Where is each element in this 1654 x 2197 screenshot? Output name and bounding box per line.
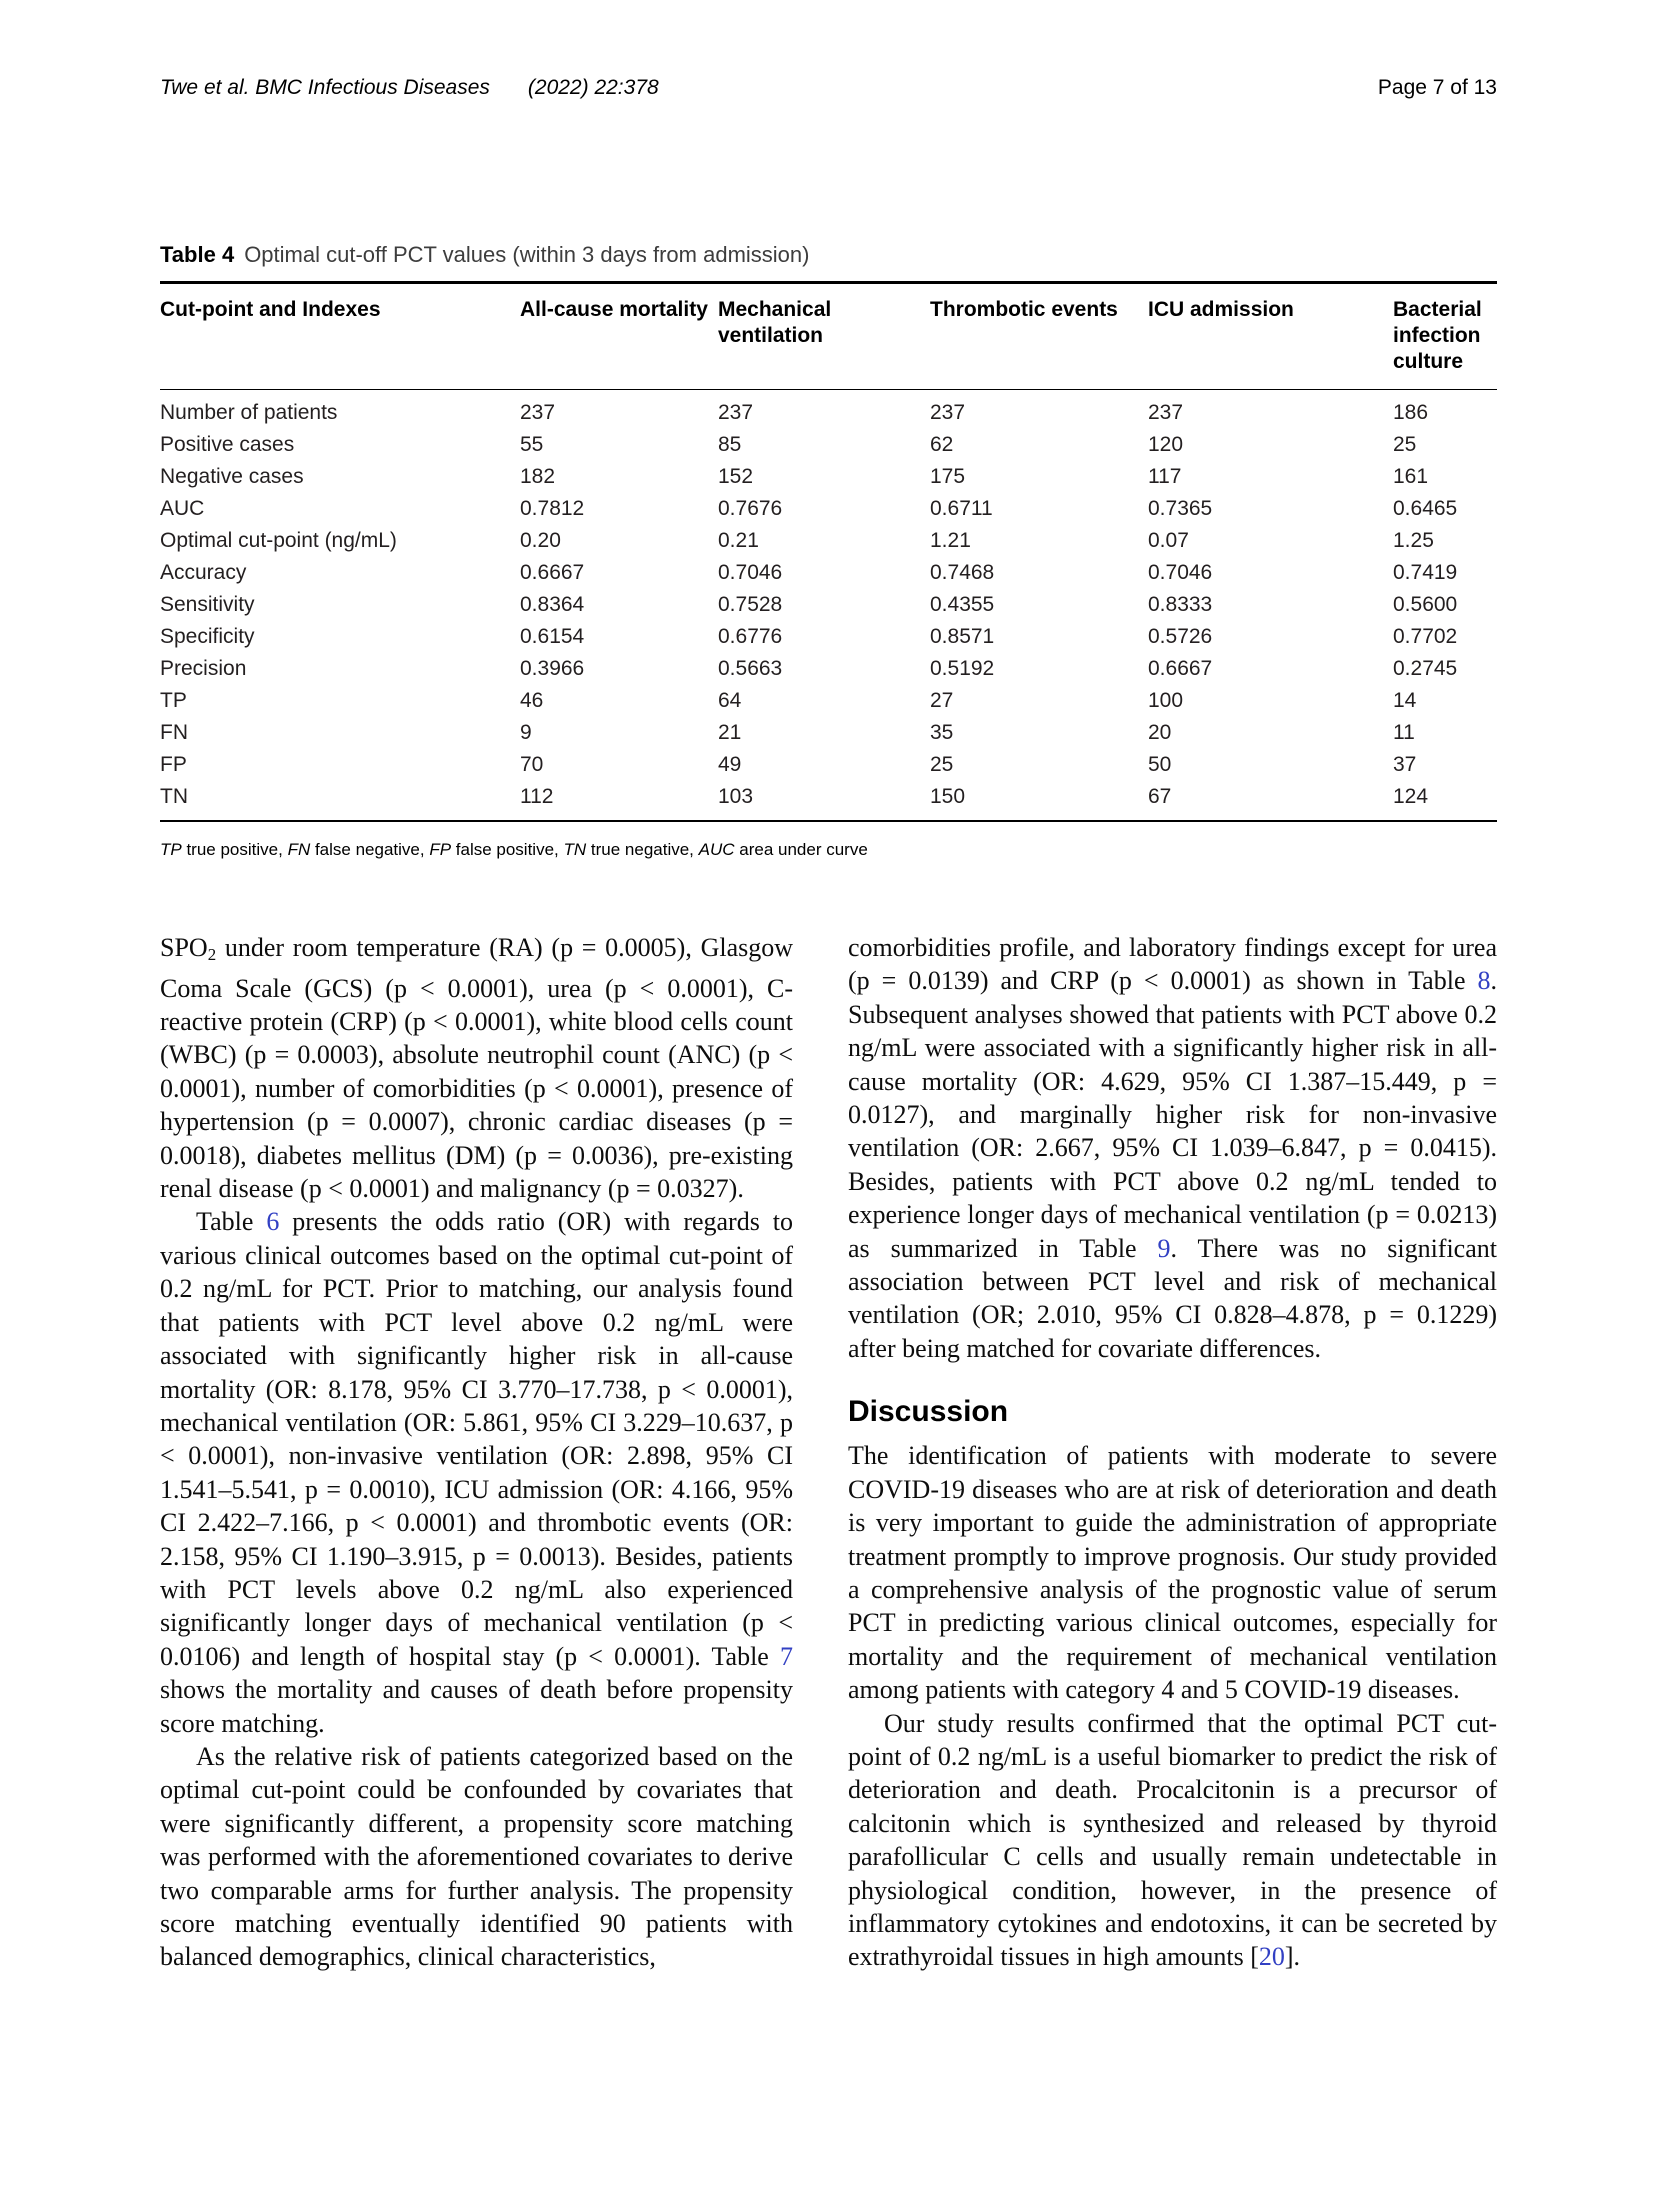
text-run: ]. — [1284, 1942, 1301, 1972]
table-cell: 150 — [930, 785, 966, 808]
table-cell: 112 — [520, 785, 554, 808]
table-row — [160, 749, 1497, 781]
table-cell: 117 — [1148, 465, 1182, 488]
abbreviation-italic: FP — [429, 840, 452, 859]
abbreviation-italic: FN — [287, 840, 311, 859]
text-run: false positive, — [451, 840, 564, 859]
row-label: FN — [160, 721, 188, 744]
body-paragraph — [160, 1205, 793, 1740]
text-run: . Subsequent analyses showed that patients with PCT above 0.2 ng/mL were associated with a significantly higher risk in all-cause mortality (OR: 4.629, 95% CI 1.387–15.449, p = 0.0127), and marginally higher risk for non-invasive ventilation (OR: 2.667, 95% CI 1.039–6.847, p = 0.0415). Besides, patients with PCT above 0.2 ng/mL tended to experience longer days of mechanical ventilation (p = 0.0213) as summarized in Table — [848, 966, 1497, 1263]
table-cell: 175 — [930, 465, 966, 488]
row-label: FP — [160, 753, 187, 776]
table-row — [160, 653, 1497, 685]
body-paragraph — [848, 1707, 1497, 1974]
table-cell: 0.7419 — [1393, 561, 1458, 584]
row-label: Sensitivity — [160, 593, 255, 616]
table-column-header: Thrombotic events — [930, 283, 1148, 390]
text-run: Our study results confirmed that the optimal PCT cut-point of 0.2 ng/mL is a useful biomarker to predict the risk of deterioration and death. Procalcitonin is a precursor of calcitonin which is synthesized and released by thyroid parafollicular C cells and usually remain undetectable in physiological condition, however, in the presence of inflammatory cytokines and endotoxins, it can be secreted by extrathyroidal tissues in high amounts [ — [848, 1708, 1497, 1972]
table-column-header: Mechanical ventilation — [718, 283, 930, 390]
table-cell: 35 — [930, 721, 954, 744]
table-row — [160, 685, 1497, 717]
table-cell: 1.25 — [1393, 529, 1434, 552]
table-cell: 237 — [520, 401, 556, 424]
table-cell: 37 — [1393, 753, 1417, 776]
body-paragraph — [160, 1740, 793, 1974]
table-cell: 50 — [1148, 753, 1172, 776]
table-cell: 0.7812 — [520, 497, 585, 520]
table-cell: 103 — [718, 785, 754, 808]
table-row — [160, 429, 1497, 461]
table-cell: 62 — [930, 433, 954, 456]
table-caption-text: Optimal cut-off PCT values (within 3 days from admission) — [244, 242, 810, 267]
table-cell: 85 — [718, 433, 742, 456]
body-paragraph — [160, 931, 793, 1205]
abbreviation-italic: TN — [563, 840, 587, 859]
row-label: TN — [160, 785, 188, 808]
table-caption — [160, 242, 1497, 268]
row-label: Optimal cut-point (ng/mL) — [160, 529, 397, 552]
cross-reference-link[interactable]: 6 — [266, 1207, 280, 1237]
table-cell: 0.6465 — [1393, 497, 1458, 520]
article-citation — [160, 76, 659, 100]
table-column-header: Cut-point and Indexes — [160, 283, 520, 390]
table-footnote — [160, 840, 1497, 860]
table-cell: 0.5726 — [1148, 625, 1213, 648]
text-run: The identification of patients with moderate to severe COVID-19 diseases who are at risk of deterioration and death is very important to guide the administration of appropriate treatment promptly to improve prognosis. Our study provided a comprehensive analysis of the prognostic value of serum PCT in predicting various clinical outcomes, especially for mortality and the requirement of mechanical ventilation among patients with category 4 and 5 COVID-19 diseases. — [848, 1441, 1497, 1705]
cross-reference-link[interactable]: 7 — [780, 1641, 793, 1671]
table-cell: 64 — [718, 689, 742, 712]
table-body — [160, 390, 1497, 822]
row-label: Precision — [160, 657, 247, 680]
table-row — [160, 493, 1497, 525]
table-caption-label: Table 4 — [160, 242, 235, 267]
table-row — [160, 525, 1497, 557]
cross-reference-link[interactable]: 8 — [1477, 966, 1491, 996]
text-run: . There was no significant association between PCT level and risk of mechanical ventilation (OR; 2.010, 95% CI 0.828–4.878, p = 0.1229) after being matched for covariate differences. — [848, 1233, 1497, 1363]
table-cell: 161 — [1393, 465, 1429, 488]
text-run: As the relative risk of patients categorized based on the optimal cut-point could be confounded by covariates that were significantly different, a propensity score matching was performed with the aforementioned covariates to derive two comparable arms for further analysis. The propensity score matching eventually identified 90 patients with balanced demographics, clinical characteristics, — [160, 1741, 793, 1972]
table-cell: 70 — [520, 753, 544, 776]
table-column-header: Bacterial infection culture — [1393, 283, 1497, 390]
table-cell: 0.6776 — [718, 625, 783, 648]
text-run: false negative, — [310, 840, 430, 859]
table-cell: 0.8364 — [520, 593, 585, 616]
cross-reference-link[interactable]: 20 — [1258, 1942, 1285, 1972]
table-cell: 20 — [1148, 721, 1172, 744]
body-paragraph — [848, 1439, 1497, 1706]
table-cell: 55 — [520, 433, 544, 456]
page-number: Page 7 of 13 — [1377, 76, 1497, 99]
table-header-row — [160, 283, 1497, 390]
cross-reference-link[interactable]: 9 — [1157, 1233, 1171, 1263]
table-cell: 0.6667 — [1148, 657, 1213, 680]
body-paragraph — [848, 931, 1497, 1365]
section-heading-discussion: Discussion — [848, 1395, 1009, 1429]
table-cell: 0.3966 — [520, 657, 585, 680]
table-cell: 0.7046 — [1148, 561, 1213, 584]
citation-volume: (2022) 22:378 — [527, 76, 659, 99]
table-cell: 0.6154 — [520, 625, 585, 648]
text-run: under room temperature (RA) (p = 0.0005), Glasgow Coma Scale (GCS) (p < 0.0001), urea (p < 0.0001), C-reactive protein (CRP) (p < 0.0001), white blood cells count (WBC) (p = 0.0003), absolute neutrophil count (ANC) (p < 0.0001), number of comorbidities (p < 0.0001), presence of hypertension (p = 0.0007), chronic cardiac diseases (p = 0.0018), diabetes mellitus (DM) (p = 0.0036), pre-existing renal disease (p < 0.0001) and malignancy (p = 0.0327). — [160, 933, 793, 1204]
table-cell: 0.7468 — [930, 561, 995, 584]
table-row — [160, 781, 1497, 821]
table-cell: 237 — [930, 401, 966, 424]
citation-authors-journal: Twe et al. BMC Infectious Diseases — [160, 76, 490, 99]
table-cell: 152 — [718, 465, 754, 488]
table-cell: 49 — [718, 753, 742, 776]
text-run: true negative, — [586, 840, 699, 859]
table-cell: 0.20 — [520, 529, 561, 552]
text-run: shows the mortality and causes of death before propensity score matching. — [160, 1675, 793, 1738]
table-cell: 237 — [1148, 401, 1184, 424]
table-cell: 14 — [1393, 689, 1417, 712]
table-cell: 0.7365 — [1148, 497, 1213, 520]
text-run: presents the odds ratio (OR) with regards to various clinical outcomes based on the optimal cut-point of 0.2 ng/mL for PCT. Prior to matching, our analysis found that patients with PCT level above 0.2 ng/mL were associated with significantly higher risk in all-cause mortality (OR: 8.178, 95% CI 3.770–17.738, p < 0.0001), mechanical ventilation (OR: 5.861, 95% CI 3.229–10.637, p < 0.0001), non-invasive ventilation (OR: 2.898, 95% CI 1.541–5.541, p = 0.0010), ICU admission (OR: 4.166, 95% CI 2.422–7.166, p < 0.0001) and thrombotic events (OR: 2.158, 95% CI 1.190–3.915, p = 0.0013). Besides, patients with PCT levels above 0.2 ng/mL also experienced significantly longer days of mechanical ventilation (p < 0.0106) and length of hospital stay (p < 0.0001). Table — [160, 1207, 794, 1671]
table-cell: 0.2745 — [1393, 657, 1458, 680]
table-cell: 0.07 — [1148, 529, 1189, 552]
table-column-header: ICU admission — [1148, 283, 1393, 390]
table-row — [160, 557, 1497, 589]
table-cell: 182 — [520, 465, 556, 488]
table-cell: 21 — [718, 721, 742, 744]
text-run: true positive, — [181, 840, 288, 859]
text-run: Table — [196, 1207, 267, 1237]
table-cell: 0.6667 — [520, 561, 585, 584]
table-cell: 0.7676 — [718, 497, 783, 520]
table-column-header: All-cause mortality — [520, 283, 718, 390]
table-cell: 0.6711 — [930, 497, 993, 520]
table-cell: 100 — [1148, 689, 1184, 712]
table-row — [160, 717, 1497, 749]
text-run: comorbidities profile, and laboratory findings except for urea (p = 0.0139) and CRP (p < 0.0001) as shown in Table — [848, 933, 1497, 996]
table-cell: 0.7702 — [1393, 625, 1458, 648]
table-cell: 0.7046 — [718, 561, 783, 584]
subscript-text: 2 — [207, 945, 217, 965]
article-column-right — [848, 931, 1497, 1974]
row-label: Accuracy — [160, 561, 247, 584]
table-cell: 9 — [520, 721, 532, 744]
table-cell: 27 — [930, 689, 954, 712]
running-head — [160, 76, 1497, 100]
row-label: Negative cases — [160, 465, 304, 488]
table-cell: 120 — [1148, 433, 1184, 456]
table-cell: 0.5663 — [718, 657, 783, 680]
table-row — [160, 390, 1497, 430]
table-cell: 1.21 — [930, 529, 971, 552]
table-cell: 67 — [1148, 785, 1172, 808]
table-cell: 0.5192 — [930, 657, 995, 680]
table-cell: 0.4355 — [930, 593, 995, 616]
table-cell: 0.8333 — [1148, 593, 1213, 616]
table-cell: 0.5600 — [1393, 593, 1458, 616]
abbreviation-italic: TP — [160, 840, 182, 859]
table-row — [160, 461, 1497, 493]
table-header — [160, 283, 1497, 390]
results-table — [160, 281, 1497, 822]
table-row — [160, 589, 1497, 621]
text-run: SPO — [160, 933, 208, 962]
table-cell: 237 — [718, 401, 754, 424]
row-label: TP — [160, 689, 187, 712]
table-row — [160, 621, 1497, 653]
row-label: Number of patients — [160, 401, 338, 424]
text-run: area under curve — [734, 840, 868, 859]
table-cell: 0.8571 — [930, 625, 995, 648]
article-column-left — [160, 931, 793, 1974]
table-cell: 0.7528 — [718, 593, 783, 616]
table-cell: 186 — [1393, 401, 1429, 424]
table-cell: 25 — [930, 753, 954, 776]
table-cell: 124 — [1393, 785, 1429, 808]
row-label: Specificity — [160, 625, 255, 648]
table-cell: 11 — [1393, 721, 1415, 744]
table-cell: 46 — [520, 689, 544, 712]
table-cell: 0.21 — [718, 529, 759, 552]
abbreviation-italic: AUC — [698, 840, 735, 859]
results-table-wrap — [160, 281, 1497, 822]
row-label: Positive cases — [160, 433, 295, 456]
table-cell: 25 — [1393, 433, 1417, 456]
row-label: AUC — [160, 497, 205, 520]
